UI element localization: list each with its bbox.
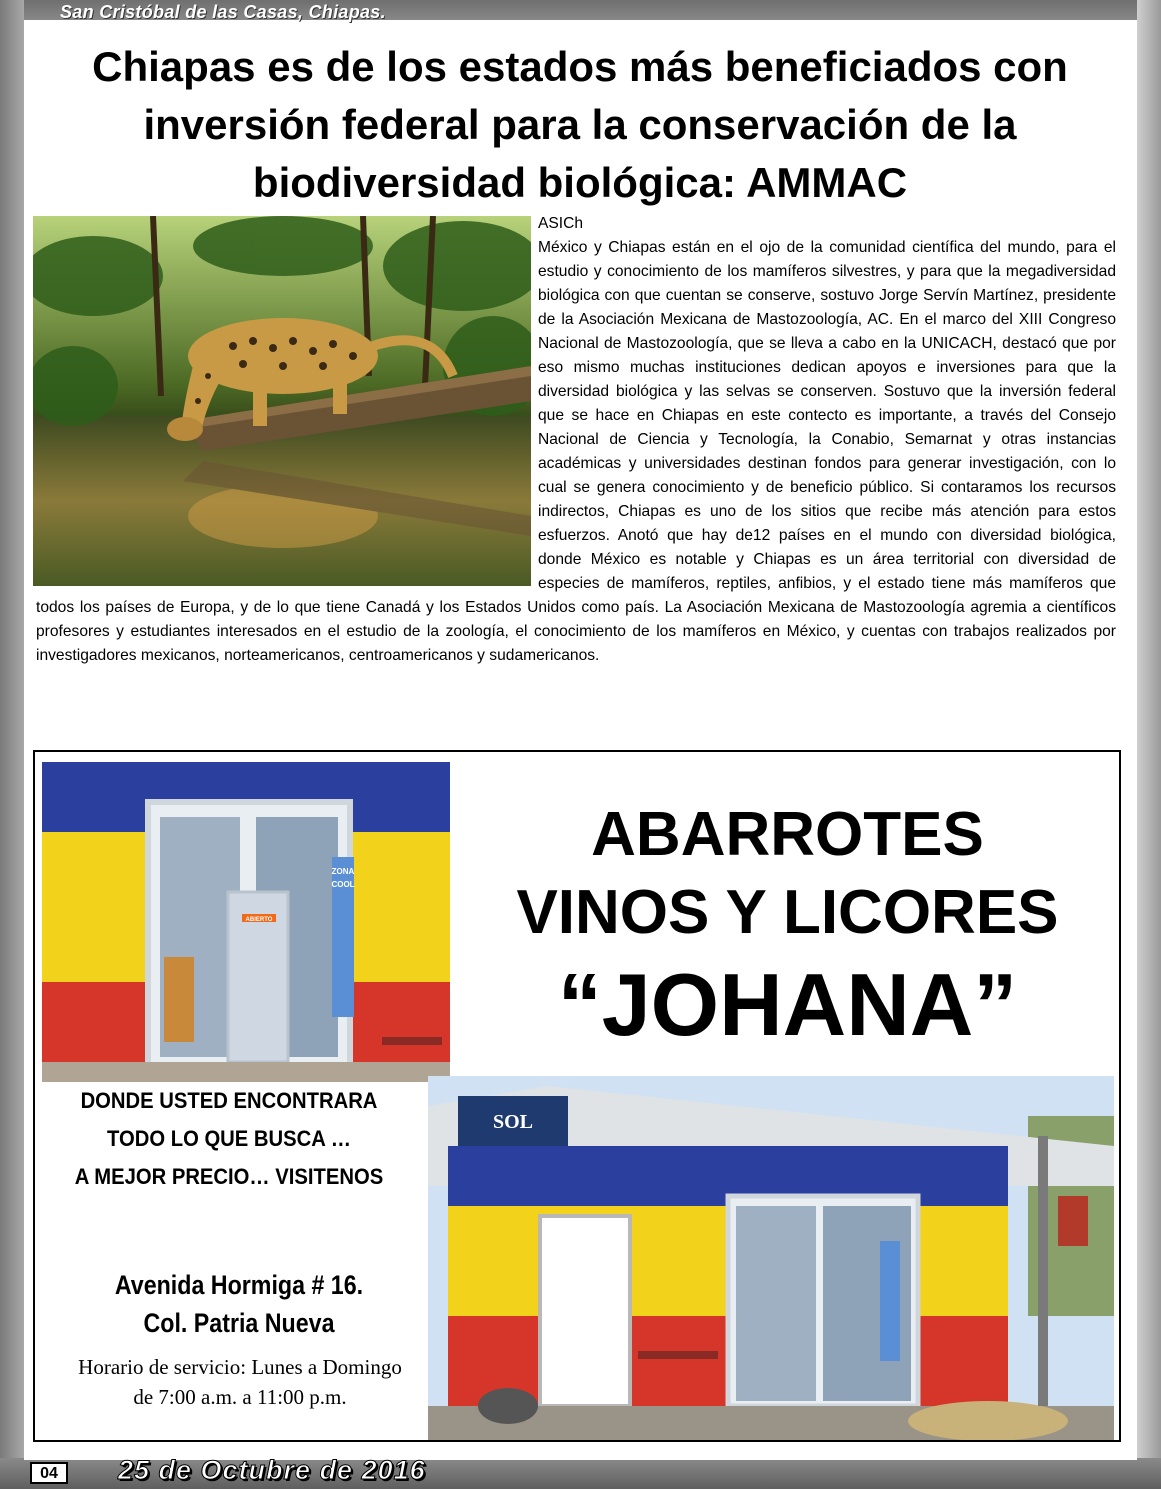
ad-address-colony: Col. Patria Nueva <box>143 1308 335 1338</box>
ad-tagline-line-1: DONDE USTED ENCONTRARA <box>80 1088 378 1113</box>
ad-tagline <box>55 1082 403 1196</box>
article-text: México y Chiapas están en el ojo de la comunidad científica del mundo, para el estudio y conocimiento de los mamíferos silvestres, y para que la megadiversidad biológica con que cuentan se conserve, sostuvo Jorge Servín Martínez, presidente de la Asociación Mexicana de Mastozoología, AC. En el marco del XIII Congreso Nacional de Mastozoología, que se lleva a cabo en la UNICACH, destacó que por eso mismo muchas instituciones dedican apoyos e inversiones para que la diversidad biológica y las selvas se conserven. Sostuvo que la inversión federal que se hace en Chiapas en este contecto es importante, a través del Consejo Nacional de Ciencia y Tecnología, la Conabio, Semarnat y otras instancias académicas y universidades destinan fondos para generar investigación, con lo cual se genera conocimiento y de beneficio público. Si contaramos los recursos indirectos, Chiapas es uno de los sitios que recibe más atención para estos esfuerzos. Anotó que hay de12 países en el mundo con diversidad biológica, donde México es notable y Chiapas es un área territorial con diversidad de especies de mamíferos, reptiles, anfibios, y el estado tiene más mamíferos que todos los países de Europa, y de lo que tiene Canadá y los Estados Unidos como país. La Asociación Mexicana de Mastozoología agremia a científicos profesores y estudiantes interesados en el estudio de la zoología, el conocimiento de los mamíferos en México, y cuentas con trabajos realizados por investigadores mexicanos, norteamericanos, centroamericanos y sudamericanos. <box>36 239 1116 664</box>
ad-tagline-line-3: A MEJOR PRECIO… VISITENOS <box>74 1164 384 1189</box>
issue-date: 25 de Octubre de 2016 <box>118 1455 426 1485</box>
ad-tagline-line-2: TODO LO QUE BUSCA … <box>106 1126 352 1151</box>
open-sign: ABIERTO <box>245 917 273 923</box>
cool-sign: COOL <box>331 880 355 889</box>
ad-address <box>68 1266 410 1342</box>
header-location: San Cristóbal de las Casas, Chiapas. <box>60 2 386 22</box>
zone-sign: ZONA <box>331 867 355 876</box>
article-headline: Chiapas es de los estados más beneficiados con inversión federal para la conservación de la biodiversidad biológica: AMMAC <box>92 43 1068 206</box>
ad-hours: Horario de servicio: Lunes a Domingo de 7:00 a.m. a 11:00 p.m. <box>78 1355 402 1409</box>
ad-title <box>455 796 1120 1060</box>
store-street-photo <box>428 1076 1114 1440</box>
page-frame-left <box>0 0 24 1489</box>
article-body <box>36 212 1116 668</box>
ad-store-name: “JOHANA” <box>557 955 1018 1054</box>
photo-wrap-spacer <box>36 212 538 590</box>
page-frame-right <box>1137 0 1161 1489</box>
article-byline: ASICh <box>538 215 584 232</box>
banner-sign: SOL <box>492 1111 534 1133</box>
ad-title-line-2: VINOS Y LICORES <box>516 878 1059 947</box>
page-number: 04 <box>30 1462 68 1484</box>
store-front-photo <box>42 762 450 1082</box>
ad-address-street: Avenida Hormiga # 16. <box>114 1270 364 1300</box>
ad-title-line-1: ABARROTES <box>591 800 984 869</box>
